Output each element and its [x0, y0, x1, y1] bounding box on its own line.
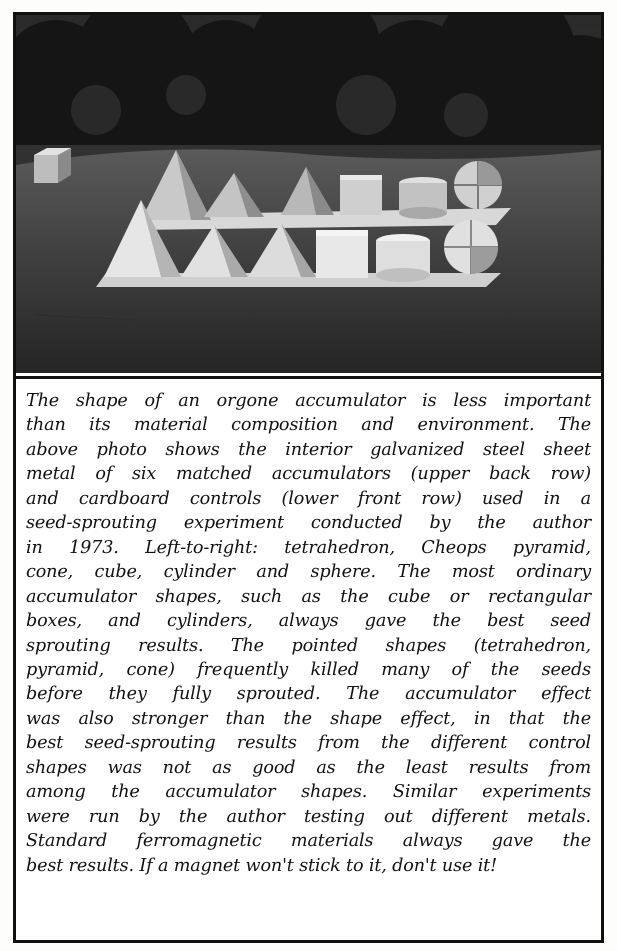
photo-caption [16, 376, 601, 940]
caption-line: above photo shows the interior galvanized steel sheet [26, 439, 591, 460]
caption-line: best results. If a magnet won't stick to it, don't use it! [26, 855, 498, 876]
figure-frame [13, 12, 604, 943]
caption-line: seed-sprouting experiment conducted by the author [26, 513, 591, 534]
caption-line: was also stronger than the shape effect, in that the [26, 708, 591, 729]
caption-line: metal of six matched accumulators (upper back row) [26, 464, 591, 485]
caption-line: The shape of an orgone accumulator is less important [26, 391, 591, 411]
caption-line: sprouting results. The pointed shapes (tetrahedron, [26, 635, 591, 656]
photo-illustration [16, 15, 601, 373]
caption-line: than its material composition and environment. The [26, 415, 591, 436]
caption-line: best seed-sprouting results from the different control [26, 733, 591, 754]
caption-line: boxes, and cylinders, always gave the best seed [26, 611, 591, 632]
caption-line: and cardboard controls (lower front row) used in a [26, 488, 591, 509]
caption-line: pyramid, cone) frequently killed many of the seeds [26, 659, 591, 680]
caption-line: accumulator shapes, such as the cube or rectangular [26, 586, 591, 607]
caption-line: were run by the author testing out different metals. [26, 806, 591, 827]
caption-line: shapes was not as good as the least results from [26, 757, 591, 778]
caption-line: cone, cube, cylinder and sphere. The most ordinary [26, 562, 591, 583]
caption-line: in 1973. Left-to-right: tetrahedron, Cheops pyramid, [26, 537, 591, 558]
caption-line: among the accumulator shapes. Similar experiments [26, 782, 591, 803]
distant-box [34, 148, 71, 183]
experiment-photo [16, 15, 601, 373]
caption-line: before they fully sprouted. The accumulator effect [26, 684, 591, 705]
caption-line: Standard ferromagnetic materials always gave the [26, 831, 591, 852]
